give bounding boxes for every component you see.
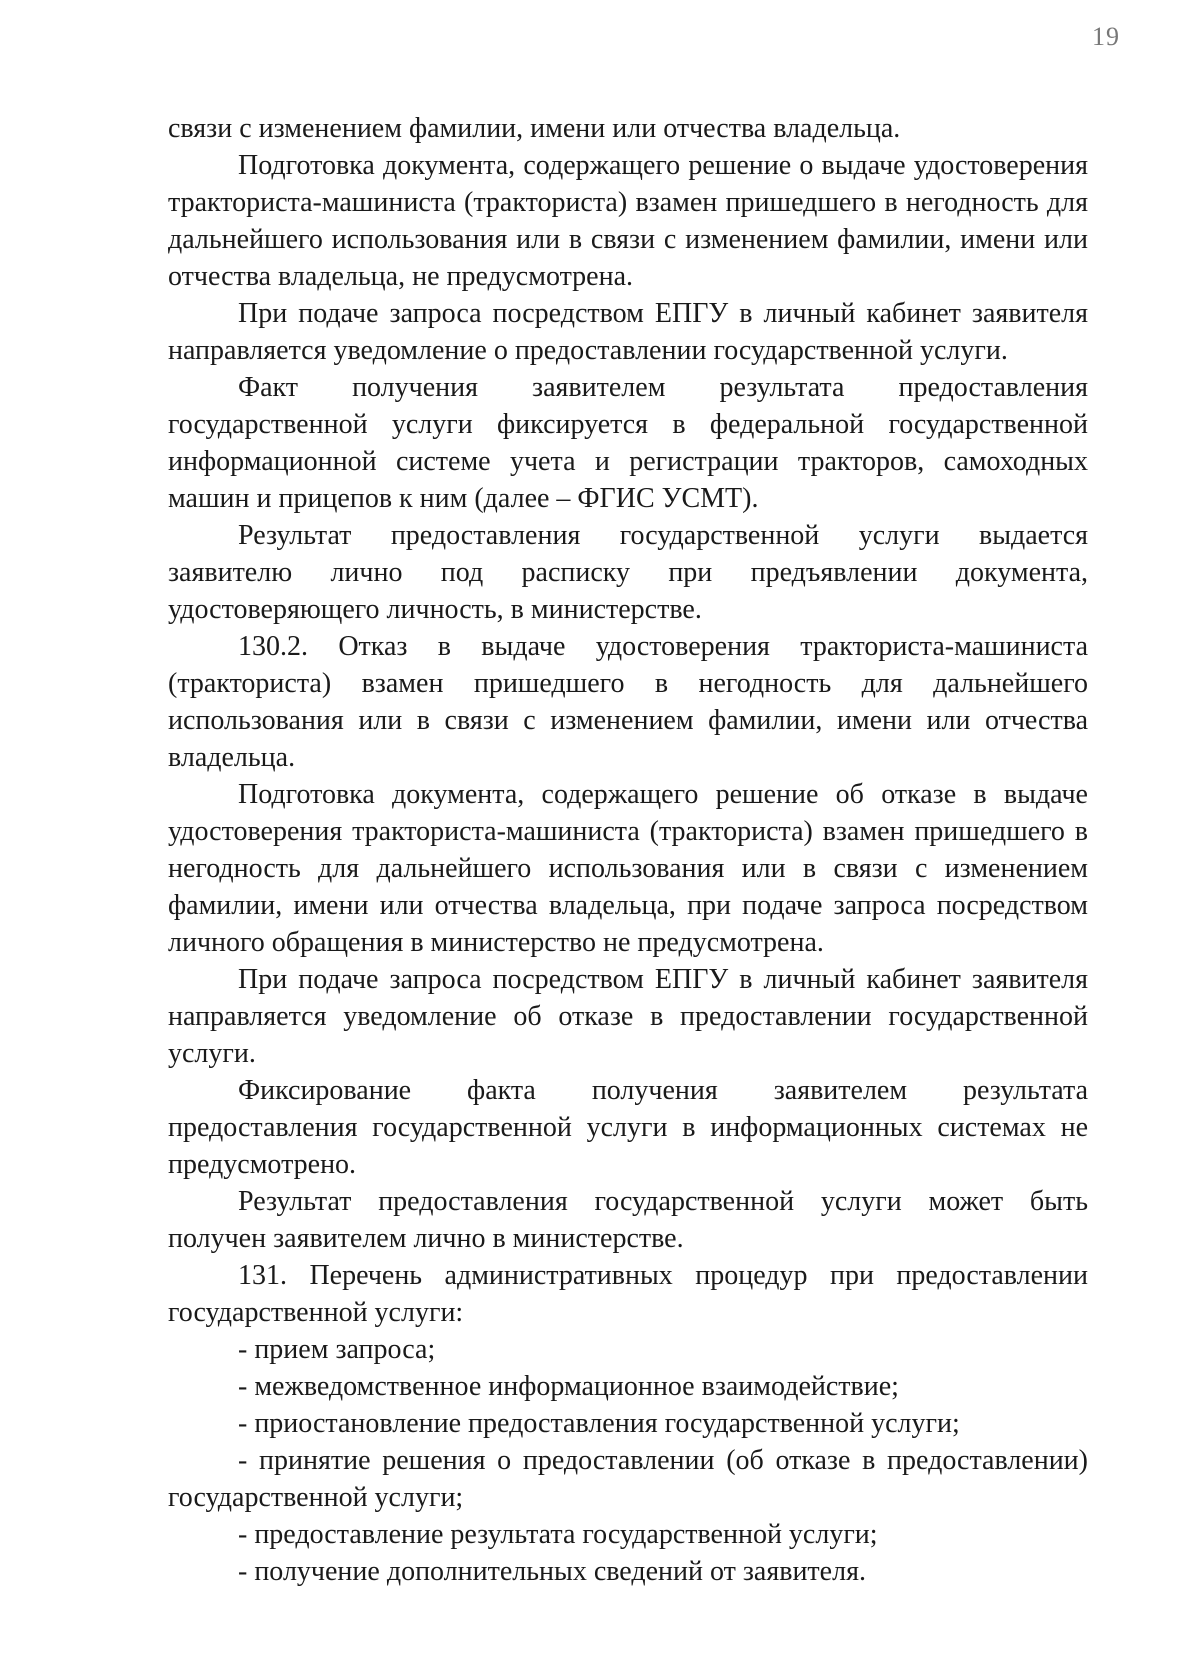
list-item: - прием запроса; bbox=[238, 1334, 436, 1365]
paragraph: Результат предоставления государственной услуги может быть получен заявителем лично в министерстве. bbox=[168, 1186, 1088, 1254]
list-item: - предоставление результата государственной услуги; bbox=[238, 1519, 878, 1550]
list-item: - получение дополнительных сведений от заявителя. bbox=[238, 1556, 866, 1587]
list-item: - принятие решения о предоставлении (об отказе в предоставлении) государственной услуги; bbox=[168, 1445, 1088, 1513]
section-130-2-heading: 130.2. Отказ в выдаче удостоверения тракториста-машиниста (тракториста) взамен пришедшего в негодность для дальнейшего использования или в связи с изменением фамилии, имени или отчества владельца. bbox=[168, 631, 1088, 773]
document-body bbox=[168, 110, 1088, 1590]
paragraph: связи с изменением фамилии, имени или отчества владельца. bbox=[168, 113, 901, 144]
paragraph: Подготовка документа, содержащего решение об отказе в выдаче удостоверения тракториста-машиниста (тракториста) взамен пришедшего в негодность для дальнейшего использования или в связи с изменением фамилии, имени или отчества владельца, при подаче запроса посредством личного обращения в министерство не предусмотрена. bbox=[168, 779, 1088, 958]
paragraph: Подготовка документа, содержащего решение о выдаче удостоверения тракториста-машиниста (тракториста) взамен пришедшего в негодность для дальнейшего использования или в связи с изменением фамилии, имени или отчества владельца, не предусмотрена. bbox=[168, 150, 1088, 292]
paragraph: Фиксирование факта получения заявителем результата предоставления государственной услуги в информационных системах не предусмотрено. bbox=[168, 1075, 1088, 1180]
list-item: - приостановление предоставления государственной услуги; bbox=[238, 1408, 960, 1439]
paragraph: При подаче запроса посредством ЕПГУ в личный кабинет заявителя направляется уведомление о предоставлении государственной услуги. bbox=[168, 298, 1088, 366]
section-131-heading: 131. Перечень административных процедур при предоставлении государственной услуги: bbox=[168, 1260, 1088, 1328]
procedures-list bbox=[168, 1331, 1088, 1590]
paragraph: При подаче запроса посредством ЕПГУ в личный кабинет заявителя направляется уведомление об отказе в предоставлении государственной услуги. bbox=[168, 964, 1088, 1069]
paragraph: Факт получения заявителем результата предоставления государственной услуги фиксируется в федеральной государственной информационной системе учета и регистрации тракторов, самоходных машин и прицепов к ним (далее – ФГИС УСМТ). bbox=[168, 372, 1088, 514]
page-number: 19 bbox=[1092, 22, 1120, 51]
list-item: - межведомственное информационное взаимодействие; bbox=[238, 1371, 899, 1402]
paragraph: Результат предоставления государственной услуги выдается заявителю лично под расписку при предъявлении документа, удостоверяющего личность, в министерстве. bbox=[168, 520, 1088, 625]
